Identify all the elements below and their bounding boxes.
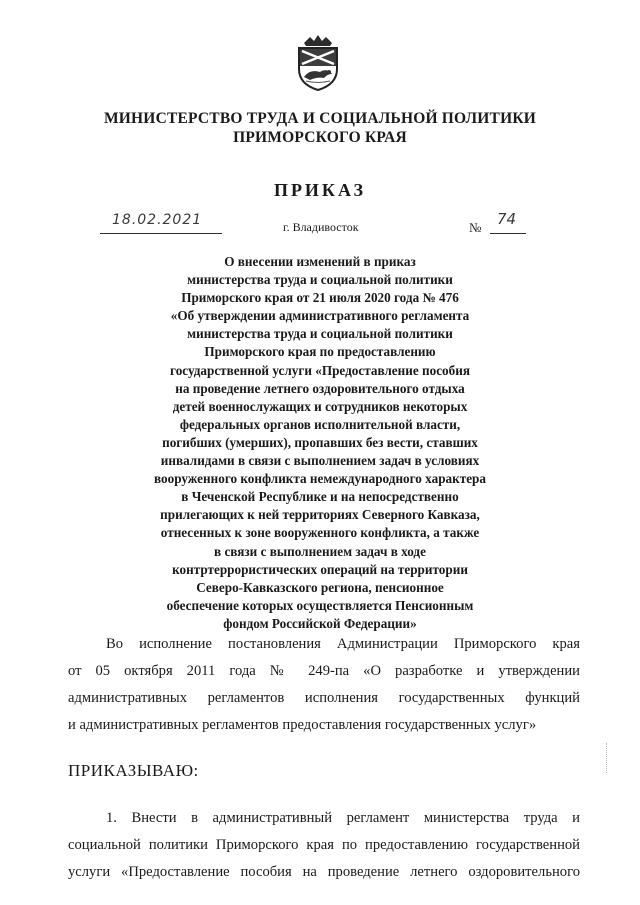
preamble-paragraph <box>68 631 580 739</box>
subject-line: прилегающих к ней территориях Северного Кавказа, <box>160 507 480 523</box>
subject-line: министерства труда и социальной политики <box>187 272 453 288</box>
handwritten-date: 18.02.2021 <box>112 212 203 228</box>
ministry-name-line2: ПРИМОРСКОГО КРАЯ <box>233 129 407 146</box>
ministry-name-line1: МИНИСТЕРСТВО ТРУДА И СОЦИАЛЬНОЙ ПОЛИТИКИ <box>103 110 537 127</box>
subject-line: вооруженного конфликта немеждународного характера <box>154 471 486 487</box>
subject-line: фондом Российской Федерации» <box>223 615 417 631</box>
preamble-line: и административных регламентов предоставления государственных услуг» <box>68 717 537 733</box>
item-1-paragraph <box>68 805 580 886</box>
subject-line: обеспечение которых осуществляется Пенсионным <box>166 597 474 613</box>
item-line: 1. Внести в административный регламент министерства труда и <box>106 810 580 826</box>
preamble-line: от 05 октября 2011 года № 249-па «О разработке и утверждении <box>68 663 580 679</box>
order-word: ПРИКАЗЫВАЮ: <box>68 761 199 780</box>
preamble-line: Во исполнение постановления Администрации Приморского края <box>106 636 580 652</box>
subject-line: инвалидами в связи с выполнением задач в условиях <box>160 453 480 469</box>
document-type-title: ПРИКАЗ <box>273 180 367 200</box>
preamble-line: административных регламентов исполнения государственных функций <box>68 690 580 706</box>
subject-line: погибших (умерших), пропавших без вести, ставших <box>162 434 478 450</box>
subject-line: отнесенных к зоне вооруженного конфликта, а также <box>160 525 480 541</box>
subject-line: Северо-Кавказского региона, пенсионное <box>196 579 444 595</box>
item-line: социальной политики Приморского края по предоставлению государственной <box>68 837 580 853</box>
subject-line: Приморского края по предоставлению <box>204 344 436 360</box>
coat-of-arms-icon <box>290 33 346 91</box>
subject-line: «Об утверждении административного регламента <box>170 308 470 324</box>
subject-line: на проведение летнего оздоровительного отдыха <box>175 380 465 396</box>
order-subject <box>90 253 550 633</box>
subject-line: детей военнослужащих и сотрудников некоторых <box>172 398 468 414</box>
subject-line: О внесении изменений в приказ <box>224 254 416 269</box>
city-label: г. Владивосток <box>283 220 359 234</box>
subject-line: министерства труда и социальной политики <box>187 326 453 342</box>
item-line: услуги «Предоставление пособия на проведение летнего оздоровительного <box>68 864 580 880</box>
subject-line: в связи с выполнением задач в ходе <box>214 543 426 559</box>
subject-line: в Чеченской Республике и на непосредственно <box>181 489 459 505</box>
handwritten-number: 74 <box>497 210 517 228</box>
subject-line: федеральных органов исполнительной власти, <box>179 416 461 432</box>
margin-mark <box>606 743 607 773</box>
number-sign: № <box>469 220 482 235</box>
subject-line: государственной услуги «Предоставление пособия <box>170 362 470 378</box>
subject-line: Приморского края от 21 июля 2020 года № 476 <box>181 290 459 306</box>
subject-line: контртеррористических операций на территории <box>172 561 468 577</box>
